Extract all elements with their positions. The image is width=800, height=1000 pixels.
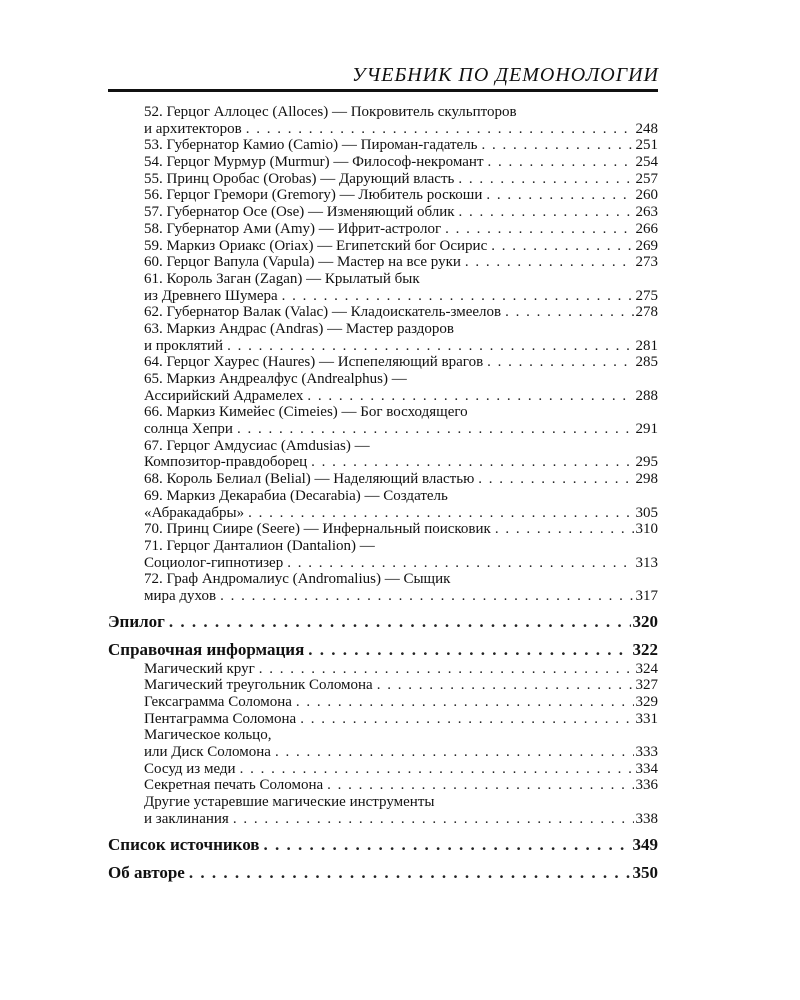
toc-author-page: 350 [632,862,658,882]
toc-entry-text: Ассирийский Адрамелех [144,387,304,404]
toc-entry-title: 63. Маркиз Андрас (Andras) — Мастер раздоров [144,320,454,337]
toc-entry-title: 52. Герцог Аллоцес (Alloces) — Покровитель скульпторов [144,104,517,120]
toc-entry-title: 67. Герцог Амдусиас (Amdusias) — [144,437,370,454]
leader-dots [307,388,633,405]
toc-entry-page: 295 [635,454,658,471]
toc-author[interactable] [108,862,658,884]
toc-epilogue-label: Эпилог [108,611,165,631]
toc-sources-label: Список источников [108,834,260,854]
toc-entry-page: 329 [635,694,658,710]
toc-entry-text: 70. Принц Сиире (Seere) — Инфернальный поисковик [144,521,491,538]
leader-dots [487,354,633,371]
toc-entry-title: 65. Маркиз Андреалфус (Andrealphus) — [144,371,407,387]
toc-entry-title: Другие устаревшие магические инструменты [144,794,435,811]
toc-entry-page: 288 [635,387,658,404]
leader-dots [505,304,633,321]
toc-entry-page: 251 [635,137,658,154]
toc-entry[interactable] [108,254,658,271]
toc-entry-text: 55. Принц Оробас (Orobas) — Дарующий власть [144,170,455,187]
toc-entry-text: солнца Хепри [144,421,233,438]
toc-entry-text: 58. Губернатор Ами (Amy) — Ифрит-астролог [144,220,442,237]
toc-entry-page: 334 [635,760,658,777]
leader-dots [227,338,633,355]
toc-entry-text: 57. Губернатор Осе (Ose) — Изменяющий облик [144,204,455,221]
toc-entry-text: и архитекторов [144,120,242,137]
toc-entry-page: 263 [635,204,658,221]
toc-entry-text: 60. Герцог Вапула (Vapula) — Мастер на все руки [144,254,461,271]
toc-entry[interactable] [108,404,658,437]
leader-dots [282,288,634,305]
leader-dots [246,121,634,138]
toc-entry[interactable] [108,238,658,255]
toc-entry[interactable] [108,711,658,728]
toc-entry[interactable] [108,187,658,204]
toc-sources-page: 349 [632,834,658,854]
toc-entry-page: 313 [635,554,658,571]
leader-dots [169,611,631,633]
leader-dots [311,454,633,471]
toc-entry-page: 257 [635,170,658,187]
toc-entry[interactable] [108,371,658,404]
toc-entry-text: и заклинания [144,810,229,827]
toc-entry-title: 66. Маркиз Кимейес (Cimeies) — Бог восходящего [144,404,468,421]
leader-dots [237,421,634,438]
toc-entry[interactable] [108,777,658,794]
toc-entry-text: 53. Губернатор Камио (Camio) — Пироман-гадатель [144,137,478,154]
toc-entry-page: 291 [635,421,658,438]
leader-dots [240,761,634,778]
leader-dots [482,137,634,154]
toc-entry-text: или Диск Соломона [144,744,271,761]
toc-entry-page: 269 [635,237,658,254]
toc-entry-title: 69. Маркиз Декарабиа (Decarabia) — Создатель [144,487,448,504]
toc-entry[interactable] [108,154,658,171]
leader-dots [445,221,633,238]
toc-entry-page: 298 [635,471,658,488]
toc-entry-title: 71. Герцог Данталион (Dantalion) — [144,537,375,554]
toc-entry[interactable] [108,104,658,137]
toc-entry-page: 324 [635,660,658,677]
toc-entry[interactable] [108,677,658,694]
toc-entry-text: 62. Губернатор Валак (Valac) — Кладоискатель-змеелов [144,304,502,321]
leader-dots [259,661,634,678]
toc-entry-page: 333 [635,744,658,761]
toc-entry-page: 260 [635,187,658,204]
toc-entry[interactable] [108,438,658,471]
toc-entry[interactable] [108,571,658,604]
toc-entry-page: 327 [635,677,658,694]
toc-entry[interactable] [108,471,658,488]
toc-entry[interactable] [108,761,658,778]
toc-entry-page: 266 [635,220,658,237]
leader-dots [233,811,634,828]
toc-entry[interactable] [108,137,658,154]
toc-entry[interactable] [108,794,658,827]
leader-dots [220,588,633,605]
table-of-contents [108,104,658,884]
toc-entry[interactable] [108,204,658,221]
toc-entry[interactable] [108,354,658,371]
leader-dots [465,254,634,271]
toc-sources[interactable] [108,834,658,856]
leader-dots [275,744,634,761]
toc-entry-text: Магический круг [144,660,255,677]
toc-reference-page: 322 [632,639,658,659]
leader-dots [478,471,633,488]
leader-dots [327,777,633,794]
toc-entry-page: 338 [635,810,658,827]
toc-entry[interactable] [108,221,658,238]
toc-entry-page: 310 [635,521,658,538]
toc-entry-text: из Древнего Шумера [144,287,278,304]
toc-author-label: Об авторе [108,862,185,882]
leader-dots [377,677,634,694]
toc-entry-text: Пентаграмма Соломона [144,710,297,727]
toc-entry-page: 281 [635,337,658,354]
leader-dots [488,154,634,171]
toc-entry[interactable] [108,321,658,354]
header-title: УЧЕБНИК ПО ДЕМОНОЛОГИИ [352,64,659,86]
toc-entry-text: 56. Герцог Гремори (Gremory) — Любитель роскоши [144,187,483,204]
leader-dots [308,639,630,661]
leader-dots [459,204,634,221]
leader-dots [189,862,631,884]
toc-entry-page: 285 [635,354,658,371]
toc-entry-page: 305 [635,504,658,521]
leader-dots [486,187,633,204]
reference-entries [108,661,658,828]
toc-entry[interactable] [108,694,658,711]
leader-dots [300,711,633,728]
toc-entry-page: 254 [635,154,658,171]
toc-entry-text: и проклятий [144,337,224,354]
toc-entry[interactable] [108,538,658,571]
toc-entry-text: Социолог-гипнотизер [144,554,284,571]
header-rule [108,89,658,92]
leader-dots [495,521,634,538]
toc-entry[interactable] [108,171,658,188]
toc-entry[interactable] [108,727,658,760]
toc-entry[interactable] [108,661,658,678]
toc-entry-text: «Абракадабры» [144,504,245,521]
toc-entry[interactable] [108,488,658,521]
toc-entry-text: Сосуд из меди [144,760,236,777]
leader-dots [287,555,633,572]
toc-entry-title: 61. Король Заган (Zagan) — Крылатый бык [144,270,420,287]
toc-entry-text: Магический треугольник Соломона [144,677,373,694]
toc-entry-text: 64. Герцог Хаурес (Haures) — Испепеляющий врагов [144,354,484,371]
toc-entry-text: Секретная печать Соломона [144,777,324,794]
toc-reference-label: Справочная информация [108,639,305,659]
toc-entry[interactable] [108,521,658,538]
leader-dots [264,834,631,856]
toc-entry-text: 54. Герцог Мурмур (Murmur) — Философ-некромант [144,154,484,171]
toc-entry-text: Композитор-правдоборец [144,454,308,471]
toc-epilogue-page: 320 [632,611,658,631]
toc-entry[interactable] [108,271,658,304]
toc-entry-text: Гексаграмма Соломона [144,694,292,710]
toc-entry-text: 59. Маркиз Ориакс (Oriax) — Египетский бог Осирис [144,237,488,254]
leader-dots [296,694,634,711]
demon-entries [108,104,658,605]
toc-entry-page: 331 [635,710,658,727]
toc-entry-page: 336 [635,777,658,794]
toc-entry-page: 248 [635,120,658,137]
toc-entry-text: 68. Король Белиал (Belial) — Наделяющий властью [144,471,475,488]
toc-entry-page: 278 [635,304,658,321]
toc-entry-page: 273 [635,254,658,271]
toc-entry-page: 275 [635,287,658,304]
leader-dots [458,171,633,188]
toc-entry-title: 72. Граф Андромалиус (Andromalius) — Сыщик [144,571,451,588]
toc-epilogue[interactable] [108,611,658,633]
toc-entry[interactable] [108,304,658,321]
toc-reference[interactable] [108,639,658,661]
leader-dots [491,238,633,255]
leader-dots [248,505,633,522]
toc-entry-title: Магическое кольцо, [144,727,272,744]
toc-entry-text: мира духов [144,587,217,604]
toc-entry-page: 317 [635,587,658,604]
